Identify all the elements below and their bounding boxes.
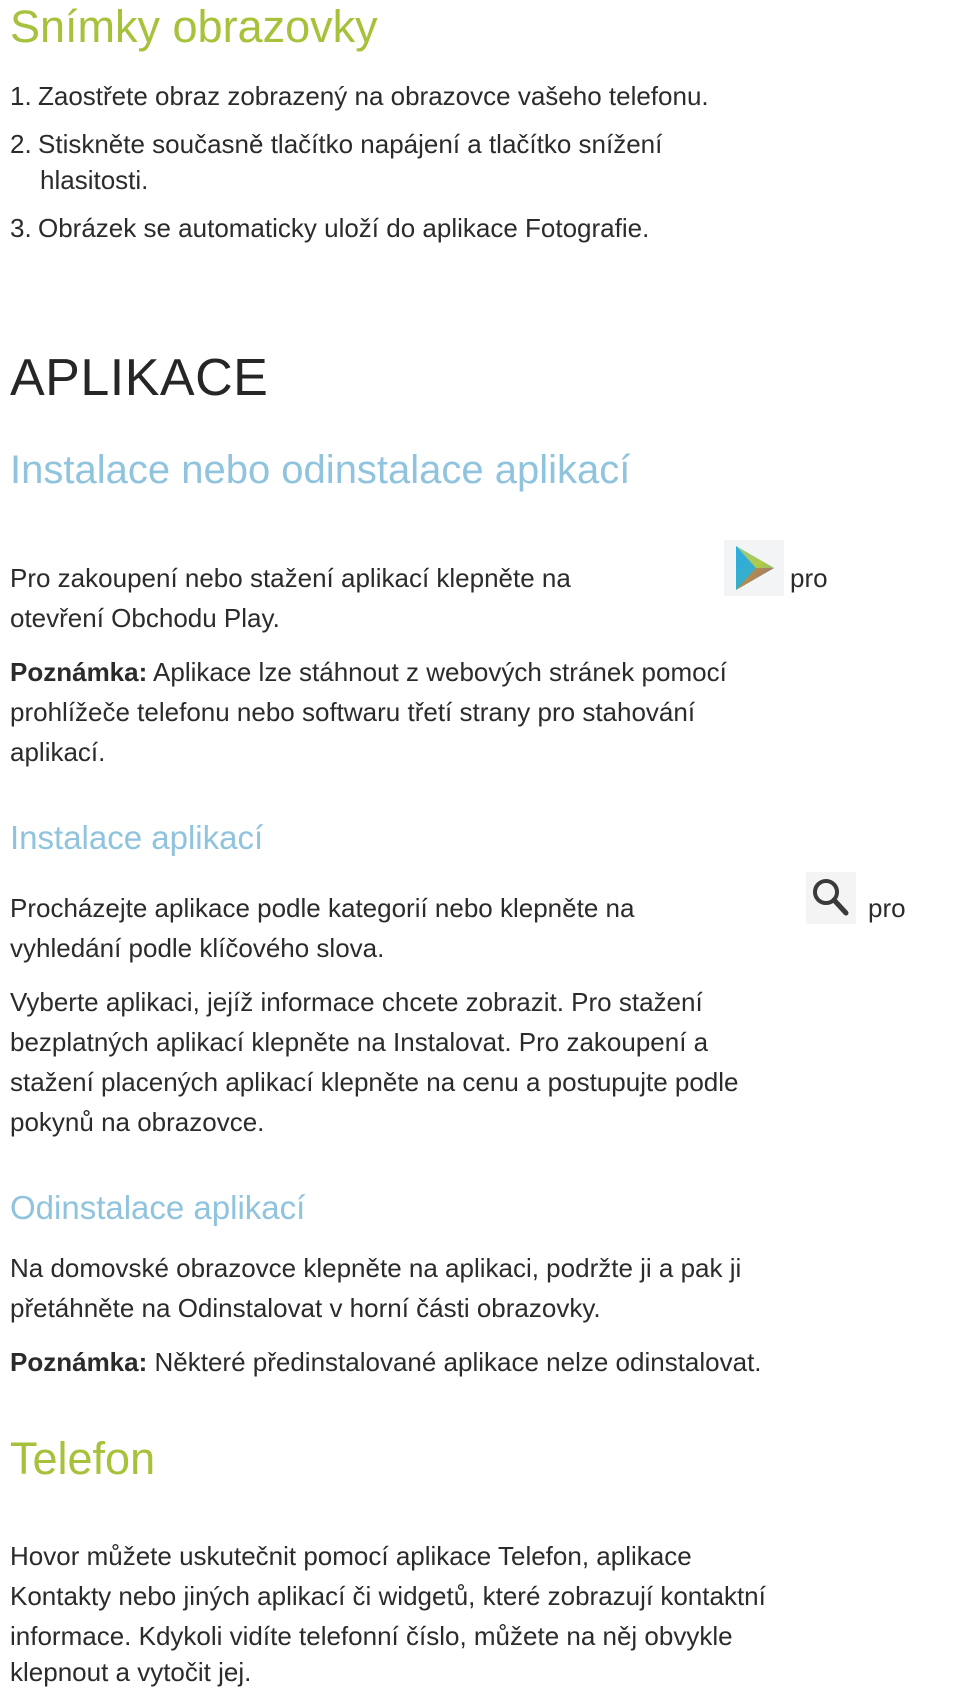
list-item-continuation: hlasitosti. bbox=[40, 165, 149, 195]
paragraph-line: přetáhněte na Odinstalovat v horní části obrazovky. bbox=[10, 1293, 601, 1323]
note-text: Některé předinstalované aplikace nelze odinstalovat. bbox=[147, 1347, 762, 1377]
search-icon bbox=[806, 872, 856, 924]
paragraph-line: pro bbox=[868, 893, 906, 923]
paragraph-line: Vyberte aplikaci, jejíž informace chcete zobrazit. Pro stažení bbox=[10, 987, 703, 1017]
paragraph-line: Hovor můžete uskutečnit pomocí aplikace Telefon, aplikace bbox=[10, 1541, 692, 1571]
list-text: Stiskněte současně tlačítko napájení a tlačítko snížení bbox=[38, 129, 663, 159]
paragraph-line: prohlížeče telefonu nebo softwaru třetí strany pro stahování bbox=[10, 697, 696, 727]
list-number: 1. bbox=[10, 81, 32, 111]
paragraph-line: aplikací. bbox=[10, 737, 106, 767]
list-text: Obrázek se automaticky uloží do aplikace Fotografie. bbox=[38, 213, 650, 243]
note-label: Poznámka: bbox=[10, 1347, 148, 1377]
uninstall-heading: Odinstalace aplikací bbox=[10, 1189, 306, 1226]
paragraph-line: pokynů na obrazovce. bbox=[10, 1107, 265, 1137]
list-number: 3. bbox=[10, 213, 32, 243]
list-text: Zaostřete obraz zobrazený na obrazovce vašeho telefonu. bbox=[38, 81, 709, 111]
list-item bbox=[10, 124, 662, 164]
note-paragraph bbox=[10, 652, 727, 692]
note-text: Aplikace lze stáhnout z webových stránek pomocí bbox=[147, 657, 727, 687]
play-store-icon bbox=[724, 540, 784, 596]
paragraph-line: otevření Obchodu Play. bbox=[10, 603, 280, 633]
paragraph-line: klepnout a vytočit jej. bbox=[10, 1657, 252, 1687]
install-heading: Instalace aplikací bbox=[10, 819, 264, 856]
list-number: 2. bbox=[10, 129, 32, 159]
paragraph-line: Kontakty nebo jiných aplikací či widgetů, které zobrazují kontaktní bbox=[10, 1581, 766, 1611]
phone-heading: Telefon bbox=[10, 1433, 156, 1484]
paragraph-line: informace. Kdykoli vidíte telefonní číslo, můžete na něj obvykle bbox=[10, 1621, 733, 1651]
paragraph-line: Procházejte aplikace podle kategorií nebo klepněte na bbox=[10, 893, 635, 923]
paragraph-line: bezplatných aplikací klepněte na Instalovat. Pro zakoupení a bbox=[10, 1027, 709, 1057]
note-label: Poznámka: bbox=[10, 657, 148, 687]
install-uninstall-heading: Instalace nebo odinstalace aplikací bbox=[10, 448, 631, 492]
screenshots-heading: Snímky obrazovky bbox=[10, 1, 378, 52]
paragraph-line: stažení placených aplikací klepněte na cenu a postupujte podle bbox=[10, 1067, 739, 1097]
list-item bbox=[10, 76, 709, 116]
apps-heading: APLIKACE bbox=[10, 349, 269, 407]
paragraph-line: Na domovské obrazovce klepněte na aplikaci, podržte ji a pak ji bbox=[10, 1253, 742, 1283]
paragraph-line: vyhledání podle klíčového slova. bbox=[10, 933, 385, 963]
list-item bbox=[10, 208, 649, 248]
note-paragraph bbox=[10, 1342, 762, 1382]
paragraph-line: pro bbox=[790, 563, 828, 593]
paragraph-line: Pro zakoupení nebo stažení aplikací klepněte na bbox=[10, 563, 571, 593]
